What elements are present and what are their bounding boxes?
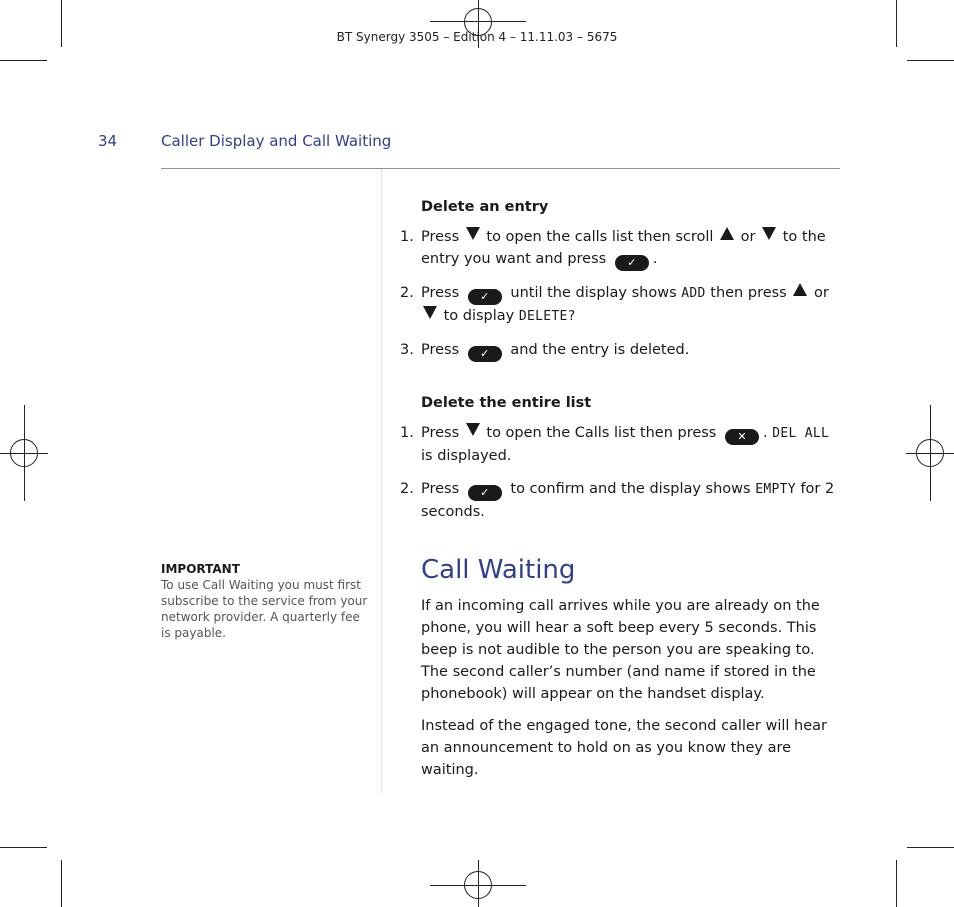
registration-circle [916,439,944,467]
step-number: 2. [400,481,414,497]
down-arrow-icon [762,227,776,240]
step-text: and the entry is deleted. [510,342,690,358]
step-text: until the display shows [510,285,677,301]
step-text: to open the calls list then scroll [486,229,714,245]
up-arrow-icon [793,283,807,296]
delete-entry-steps [400,226,845,362]
important-text: To use Call Waiting you must first subscribe to the service from your network provider. A quarterly fee is payable. [161,578,368,640]
page-number: 34 [98,132,118,150]
registration-circle [464,871,492,899]
display-text: DELETE? [518,309,576,324]
step-text: or [740,229,756,245]
important-label: IMPORTANT [161,562,240,576]
display-text: ADD [681,286,706,301]
registration-circle [10,439,38,467]
header-rule [161,168,840,169]
crop-mark [0,847,47,848]
step-number: 1. [400,425,414,441]
page-section-title: Caller Display and Call Waiting [161,132,392,150]
step-text: . [762,425,768,441]
step-text: to open the Calls list then press [486,425,717,441]
call-waiting-paragraph: Instead of the engaged tone, the second caller will hear an announcement to hold on as you know they are waiting. [421,718,827,778]
step-text: Press [421,425,460,441]
call-waiting-paragraph: If an incoming call arrives while you are already on the phone, you will hear a soft beep every 5 seconds. This beep is not audible to the person you are speaking to. The second caller’s number (and name if stored in the phonebook) will appear on the handset display. [421,598,820,702]
down-arrow-icon [423,306,437,319]
delete-entry-heading: Delete an entry [421,199,549,215]
crop-mark [61,860,62,907]
step-text: Press [421,342,460,358]
list-item [400,339,845,362]
list-item [400,282,845,328]
crop-mark [0,60,47,61]
check-icon: ✓ [468,346,502,362]
check-icon: ✓ [615,255,649,271]
step-text: or [813,285,829,301]
crop-mark [907,60,954,61]
step-number: 1. [400,229,414,245]
step-text: to the entry you want and press [421,229,826,267]
running-header: BT Synergy 3505 – Edition 4 – 11.11.03 – 5675 [336,30,618,44]
important-note [161,561,371,641]
step-text: to confirm and the display shows [510,481,751,497]
down-arrow-icon [466,227,480,240]
cross-icon: ✕ [725,429,759,445]
crop-mark [907,847,954,848]
up-arrow-icon [720,227,734,240]
step-text: Press [421,229,460,245]
step-text: Press [421,481,460,497]
step-text: Press [421,285,460,301]
check-icon: ✓ [468,289,502,305]
delete-list-heading: Delete the entire list [421,395,592,411]
list-item [400,226,845,271]
delete-list-steps [400,422,845,523]
column-separator [381,170,382,794]
step-text: is displayed. [421,448,512,464]
check-icon: ✓ [468,485,502,501]
step-number: 2. [400,285,414,301]
crop-mark [896,860,897,907]
step-text: for 2 seconds. [421,481,835,520]
step-text: then press [710,285,787,301]
step-text: . [652,251,658,267]
step-number: 3. [400,342,414,358]
call-waiting-title: Call Waiting [421,555,576,585]
down-arrow-icon [466,423,480,436]
display-text: DEL ALL [772,426,830,441]
list-item [400,422,845,467]
step-text: to display [443,308,515,324]
list-item [400,478,845,523]
display-text: EMPTY [755,482,796,497]
main-column [400,196,845,791]
